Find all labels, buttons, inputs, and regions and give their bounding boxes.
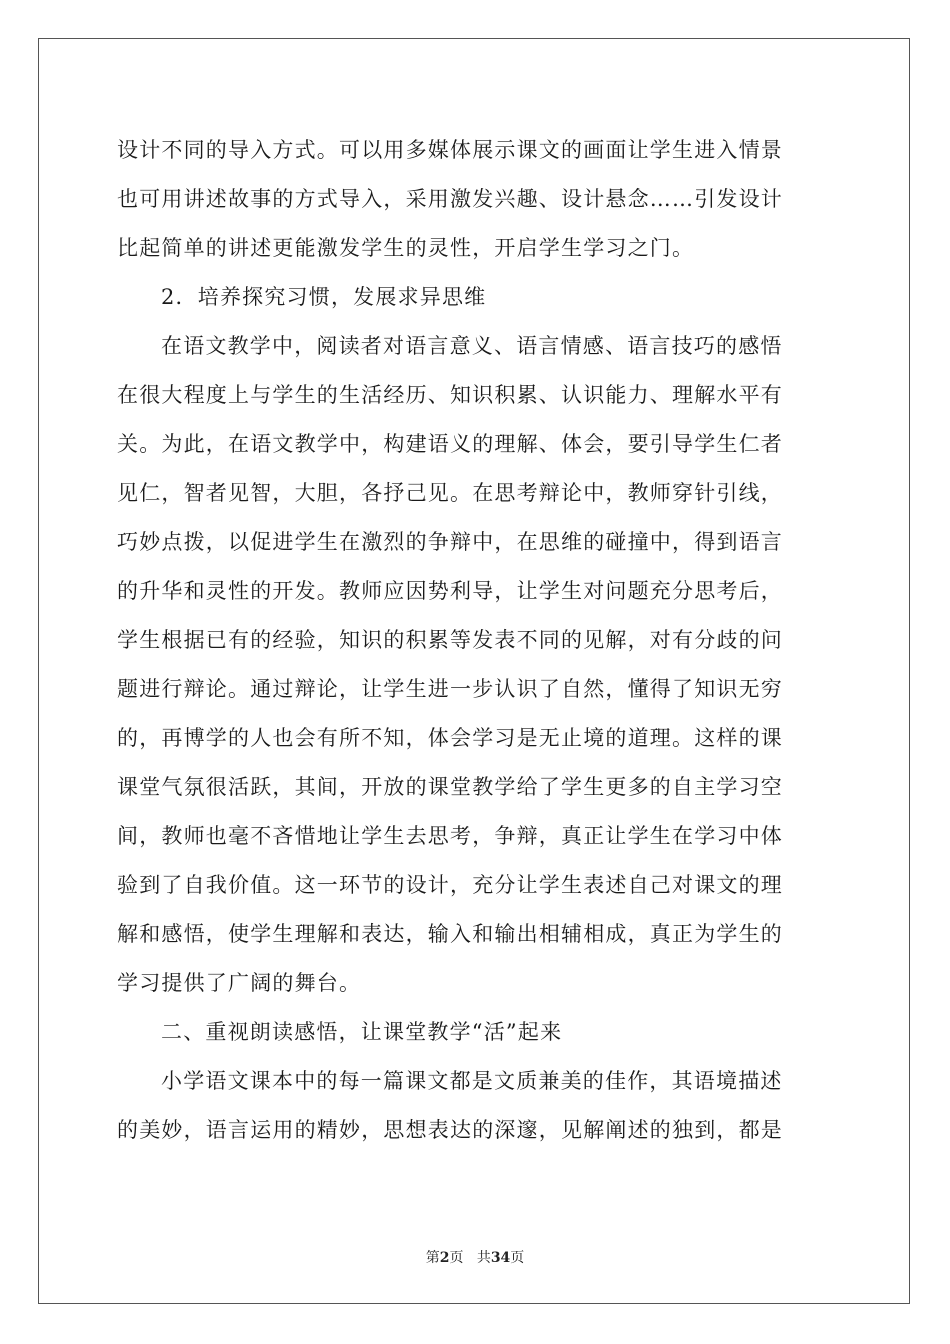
text-line: 设计不同的导入方式。可以用多媒体展示课文的画面让学生进入情景 <box>117 138 783 162</box>
text-line: 题进行辩论。通过辩论，让学生进一步认识了自然，懂得了知识无穷 <box>117 677 783 701</box>
text-line: 2．培养探究习惯，发展求异思维 <box>161 285 487 309</box>
text-line: 小学语文课本中的每一篇课文都是文质兼美的佳作，其语境描述 <box>161 1069 783 1093</box>
text-line: 在语文教学中，阅读者对语言意义、语言情感、语言技巧的感悟 <box>161 334 783 358</box>
text-line: 的，再博学的人也会有所不知，体会学习是无止境的道理。这样的课 <box>117 726 783 750</box>
text-line: 的美妙，语言运用的精妙，思想表达的深邃，见解阐述的独到，都是 <box>117 1118 783 1142</box>
page-prefix: 第 <box>425 1250 440 1266</box>
text-line: 解和感悟，使学生理解和表达，输入和输出相辅相成，真正为学生的 <box>117 922 783 946</box>
total-pages: 34 <box>490 1250 511 1266</box>
total-prefix: 共 <box>476 1250 491 1266</box>
text-line: 的升华和灵性的开发。教师应因势利导，让学生对问题充分思考后， <box>117 579 783 603</box>
page-number: 2 <box>439 1250 450 1266</box>
text-line: 比起简单的讲述更能激发学生的灵性，开启学生学习之门。 <box>117 236 695 260</box>
text-line: 间，教师也毫不吝惜地让学生去思考，争辩，真正让学生在学习中体 <box>117 824 783 848</box>
text-line: 学生根据已有的经验，知识的积累等发表不同的见解，对有分歧的问 <box>117 628 783 652</box>
text-line: 也可用讲述故事的方式导入，采用激发兴趣、设计悬念……引发设计 <box>117 187 783 211</box>
page-suffix: 页 <box>449 1250 464 1266</box>
text-line: 验到了自我价值。这一环节的设计，充分让学生表述自己对课文的理 <box>117 873 783 897</box>
text-line: 关。为此，在语文教学中，构建语义的理解、体会，要引导学生仁者 <box>117 432 783 456</box>
text-line: 学习提供了广阔的舞台。 <box>117 971 362 995</box>
text-line: 巧妙点拨，以促进学生在激烈的争辩中，在思维的碰撞中，得到语言 <box>117 530 783 554</box>
document-body <box>117 126 837 1155</box>
total-suffix: 页 <box>510 1250 525 1266</box>
text-line: 课堂气氛很活跃，其间，开放的课堂教学给了学生更多的自主学习空 <box>117 775 783 799</box>
page-footer <box>0 1247 950 1267</box>
text-line: 二、重视朗读感悟，让课堂教学“活”起来 <box>161 1020 563 1044</box>
text-line: 见仁，智者见智，大胆，各抒己见。在思考辩论中，教师穿针引线， <box>117 481 783 505</box>
text-line: 在很大程度上与学生的生活经历、知识积累、认识能力、理解水平有 <box>117 383 783 407</box>
